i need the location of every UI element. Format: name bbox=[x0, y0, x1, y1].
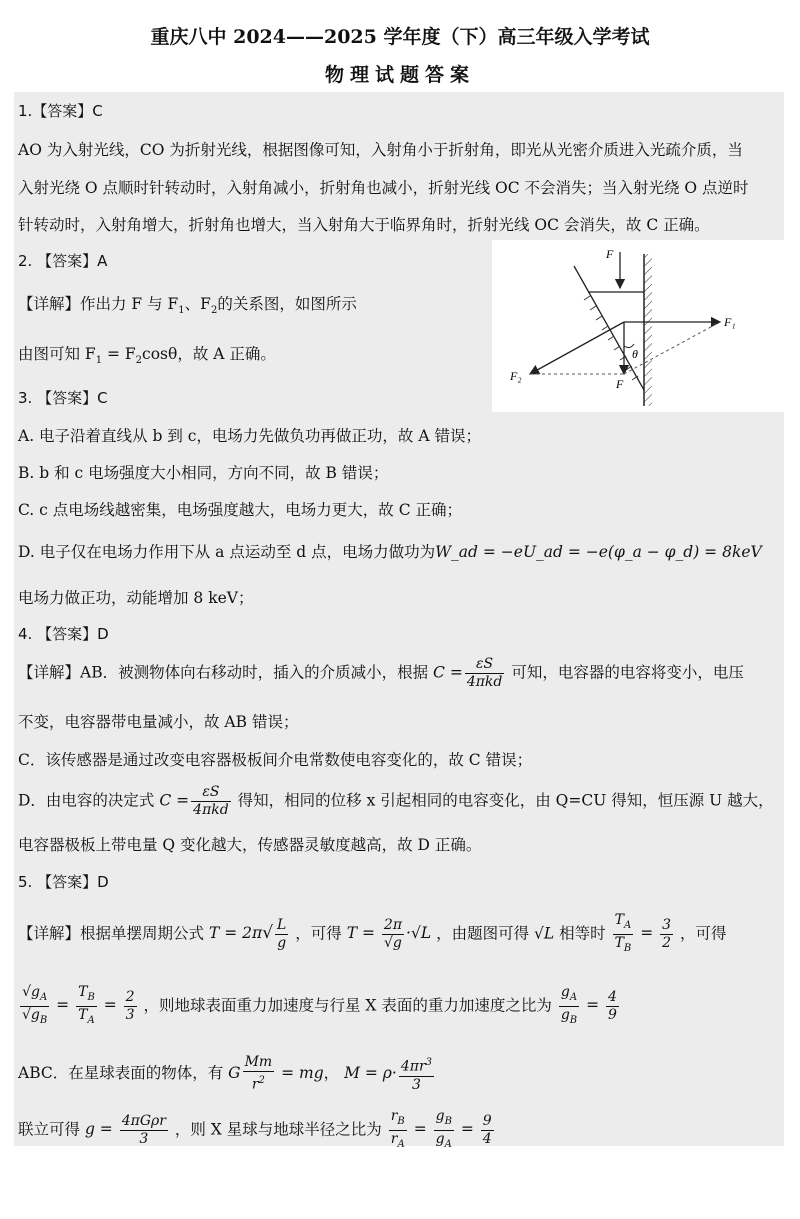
q4-line-5: 电容器极板上带电量 Q 变化越大，传感器灵敏度越高，故 D 正确。 bbox=[18, 836, 482, 854]
force-diagram bbox=[492, 240, 784, 412]
label-theta: θ bbox=[632, 347, 638, 361]
q3-option-b: B. b 和 c 电场强度大小相同，方向不同，故 B 错误； bbox=[18, 464, 389, 482]
q2-detail-post: 的关系图，如图所示 bbox=[217, 295, 357, 313]
q4-l4-post: 得知，相同的位移 x 引起相同的电容变化，由 Q=CU 得知，恒压源 U 越大， bbox=[237, 791, 774, 810]
q4-line-4 bbox=[18, 784, 774, 819]
q4-capacitance-fraction bbox=[465, 656, 505, 691]
q2-eq-mid: = F bbox=[102, 345, 136, 363]
q2-eq-pre: 由图可知 F bbox=[18, 345, 96, 363]
q5-ratio-g: $\frac{√g_A}{√g_B}$ = $\frac{T_B}{T_A}$ = $\frac{2}{3}$ bbox=[22, 984, 135, 1026]
q5-l3-pre: ABC．在星球表面的物体，有 bbox=[18, 1063, 224, 1082]
q4-l1-post: 可知，电容器的电容将变小，电压 bbox=[511, 663, 744, 682]
q4-line-3: C．该传感器是通过改变电容器极板间介电常数使电容变化的，故 C 错误； bbox=[18, 751, 533, 769]
q2-answer: 2. 【答案】A bbox=[18, 252, 108, 270]
q2-sub2: 2 bbox=[210, 305, 218, 317]
q4-frac-num: εS bbox=[465, 656, 505, 674]
q5-ratio-t: $\frac{T_A}{T_B}$ = $\frac{3}{2}$ bbox=[614, 912, 672, 954]
q1-line-2: 入射光绕 O 点顺时针转动时，入射角减小，折射角也减小，折射光线 OC 不会消失；当入射光绕 O 点逆时 bbox=[18, 179, 749, 197]
q2-detail bbox=[18, 292, 357, 316]
force-diagram-svg bbox=[492, 240, 784, 412]
force-f2-arrow bbox=[530, 322, 624, 374]
q3-answer: 3. 【答案】C bbox=[18, 389, 108, 407]
q5-l1-post: ，可得 bbox=[679, 924, 727, 943]
label-f: F bbox=[606, 247, 614, 261]
q4-capacitance-fraction-2 bbox=[191, 784, 231, 819]
q5-l2-post: ，则地球表面重力加速度与行星 X 表面的重力加速度之比为 bbox=[143, 996, 552, 1015]
q2-detail-pre: 【详解】作出力 F 与 F bbox=[18, 295, 179, 313]
q5-g-eq: g = $\frac{\text{4πGρr}}{3}$ bbox=[84, 1112, 166, 1147]
q1-answer: 1.【答案】C bbox=[18, 102, 103, 120]
q5-mass-eq: M = ρ· $\frac{4\pi r^3}{3}$ bbox=[344, 1064, 436, 1082]
q3-option-c: C. c 点电场线越密集，电场强度越大，电场力更大，故 C 正确； bbox=[18, 501, 462, 519]
q3-d-line-2: 电场力做正功，动能增加 8 keV； bbox=[18, 589, 254, 607]
q5-sqrt-l: √L bbox=[534, 924, 555, 943]
q4-line-2: 不变，电容器带电量减小，故 AB 错误； bbox=[18, 713, 299, 731]
page-subtitle: 物理试题答案 bbox=[324, 64, 475, 86]
q3-d-equation: W_ad = −eU_ad = −e(φ_a − φ_d) = 8keV bbox=[435, 543, 762, 561]
q4-c-lhs: C = bbox=[433, 663, 463, 682]
wall-hatch bbox=[644, 254, 652, 406]
q2-eq-sub2: 2 bbox=[135, 355, 143, 367]
page-title: 重庆八中 2024——2025 学年度（下）高三年级入学考试 bbox=[150, 26, 650, 48]
q4-l4-pre: D．由电容的决定式 bbox=[18, 791, 155, 810]
q2-detail-mid: 、F bbox=[184, 295, 211, 313]
label-f1: F₁ bbox=[724, 315, 736, 329]
wedge-slope bbox=[574, 266, 644, 390]
q2-eq-sub1: 1 bbox=[95, 355, 103, 367]
q5-l4-mid: ，则 X 星球与地球半径之比为 bbox=[174, 1120, 382, 1139]
label-f-bottom: F bbox=[616, 377, 624, 391]
q2-sub1: 1 bbox=[178, 305, 185, 317]
slope-hatch bbox=[584, 296, 638, 380]
q5-line-1 bbox=[18, 912, 727, 957]
dashed-diagonal bbox=[624, 322, 720, 374]
q4-frac-den: 4πkd bbox=[466, 674, 503, 690]
q5-l4-pre: 联立可得 bbox=[18, 1120, 81, 1139]
q5-period-formula: T = 2π√ $\frac{L}{g}$ bbox=[208, 916, 287, 951]
q5-radius-ratio: $\frac{r_B}{r_A}$ = $\frac{g_B}{g_A}$ = $\frac{9}{4}$ bbox=[390, 1108, 492, 1150]
q1-line-1: AO 为入射光线，CO 为折射光线，根据图像可知，入射角小于折射角，即光从光密介质进入光疏介质，当 bbox=[18, 141, 743, 159]
q4-frac-den-2: 4πkd bbox=[193, 802, 229, 818]
q5-line-2 bbox=[18, 984, 621, 1029]
q4-answer: 4. 【答案】D bbox=[18, 625, 109, 643]
q4-line-1 bbox=[18, 656, 744, 691]
q5-l1-pre: 【详解】根据单摆周期公式 bbox=[18, 924, 205, 943]
q3-option-a: A. 电子沿着直线从 b 到 c，电场力先做负功再做正功，故 A 错误； bbox=[18, 427, 481, 445]
q5-gravitation-eq: G $\frac{Mm}{r^2}$ = mg bbox=[228, 1054, 324, 1093]
q1-line-3: 针转动时，入射角增大，折射角也增大，当入射角大于临界角时，折射光线 OC 会消失，故 C 正确。 bbox=[18, 216, 710, 234]
q4-l1-pre: 【详解】AB．被测物体向右移动时，插入的介质减小，根据 bbox=[18, 663, 429, 682]
label-f2: F₂ bbox=[510, 369, 522, 383]
q3-d-pre: D. 电子仅在电场力作用下从 a 点运动至 d 点，电场力做功为 bbox=[18, 543, 436, 561]
q5-l1-mid2: ，由题图可得 bbox=[436, 924, 530, 943]
q5-gravity-ratio: $\frac{g_A}{g_B}$ = $\frac{4}{9}$ bbox=[560, 984, 617, 1026]
q3-option-d bbox=[18, 540, 762, 562]
q5-line-3: ABC．在星球表面的物体，有 G $\frac{Mm}{r^2}$ = mg， M = ρ· $\frac{4\pi r^3}{3}$ bbox=[18, 1054, 436, 1094]
q5-l1-mid3: 相等时 bbox=[559, 924, 606, 943]
q2-equation bbox=[18, 342, 276, 366]
q5-line-4 bbox=[18, 1108, 496, 1153]
q4-frac-num-2: εS bbox=[191, 784, 231, 802]
q4-c-lhs-2: C = bbox=[159, 791, 190, 810]
q5-period-derived: T = $\frac{2\pi}{√g}$ ·√L bbox=[346, 916, 432, 951]
q5-answer: 5. 【答案】D bbox=[18, 873, 109, 891]
q2-eq-post: cosθ，故 A 正确。 bbox=[142, 345, 276, 363]
q5-l1-mid1: ，可得 bbox=[295, 924, 342, 943]
